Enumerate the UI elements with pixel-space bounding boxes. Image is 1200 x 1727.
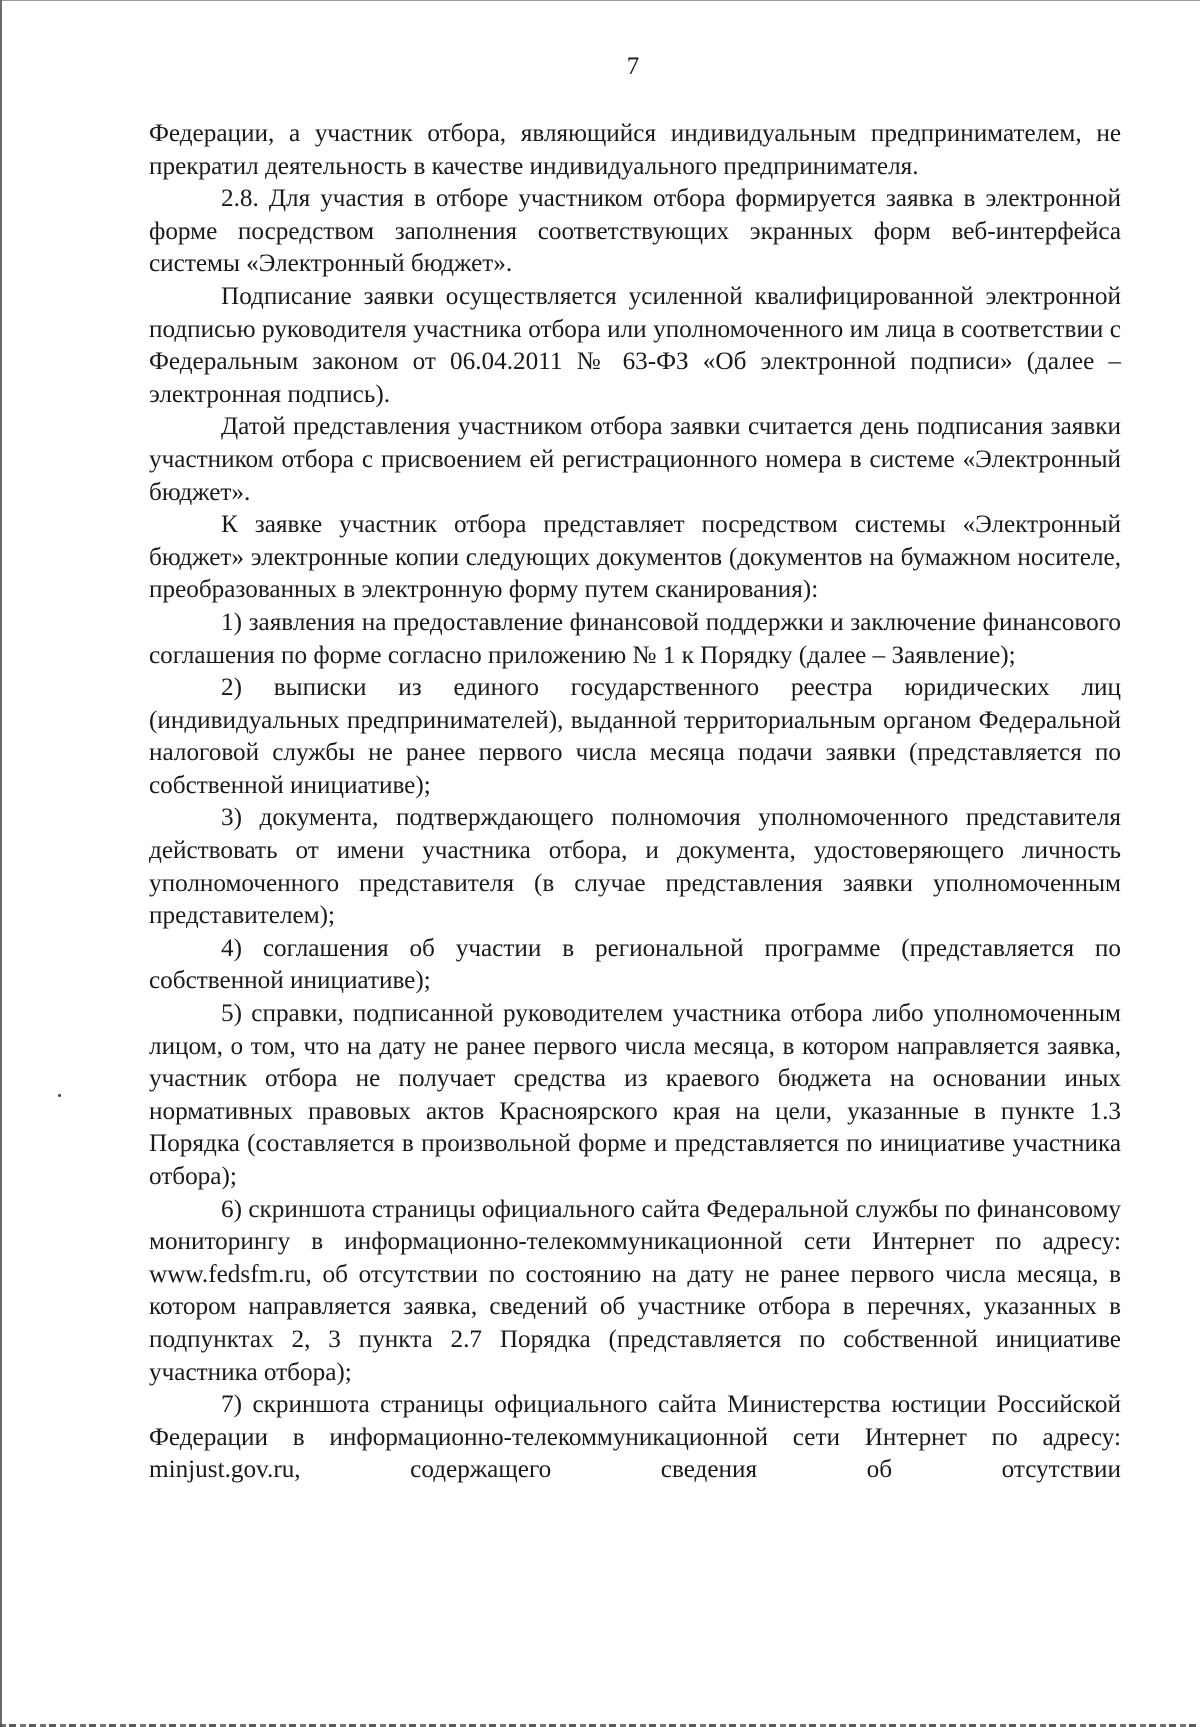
- paragraph-2-8: 2.8. Для участия в отборе участником отбора формируется заявка в электронной форме посредством заполнения соответствующих экранных форм веб-интерфейса системы «Электронный бюджет».: [149, 185, 1121, 278]
- paragraph-continuation: Федерации, а участник отбора, являющийся индивидуальным предпринимателем, не прекратил деятельность в качестве индивидуального предпринимателя.: [149, 120, 1121, 180]
- scan-speck: [58, 1094, 61, 1097]
- document-body: [149, 118, 1121, 1487]
- paragraph-signing: Подписание заявки осуществляется усиленной квалифицированной электронной подписью руководителя участника отбора или уполномоченного им лица в соответствии с Федеральным законом от 06.04.2011 № 63-ФЗ «Об электронной подписи» (далее – электронная подпись).: [149, 282, 1121, 408]
- paragraph-documents-intro: К заявке участник отбора представляет посредством системы «Электронный бюджет» электронные копии следующих документов (документов на бумажном носителе, преобразованных в электронную форму путем сканирования):: [149, 511, 1121, 604]
- list-item-4: 4) соглашения об участии в региональной программе (представляется по собственной инициативе);: [149, 934, 1121, 995]
- list-item-7: 7) скриншота страницы официального сайта Министерства юстиции Российской Федерации в информационно-телекоммуникационной сети Интернет по адресу: minjust.gov.ru, содержащего сведения об отсутствии: [149, 1391, 1121, 1484]
- scan-edge-left: [0, 0, 2, 1727]
- list-item-5: 5) справки, подписанной руководителем участника отбора либо уполномоченным лицом, о том, что на дату не ранее первого числа месяца, в котором направляется заявка, участник отбора не получает средства из краевого бюджета на основании иных нормативных правовых актов Красноярского края на цели, указанные в пункте 1.3 Порядка (составляется в произвольной форме и представляется по инициативе участника отбора);: [149, 1000, 1121, 1190]
- scan-edge-top: [0, 0, 1200, 1]
- list-item-3: 3) документа, подтверждающего полномочия уполномоченного представителя действовать от имени участника отбора, и документа, удостоверяющего личность уполномоченного представителя (в случае представления заявки уполномоченным представителем);: [149, 804, 1121, 930]
- list-item-1: 1) заявления на предоставление финансовой поддержки и заключение финансового соглашения по форме согласно приложению № 1 к Порядку (далее – Заявление);: [149, 608, 1121, 669]
- list-item-6: 6) скриншота страницы официального сайта Федеральной службы по финансовому мониторингу в информационно-телекоммуникационной сети Интернет по адресу: www.fedsfm.ru, об отсутствии по состоянию на дату не ранее первого числа месяца, в котором направляется заявка, сведений об участнике отбора в перечнях, указанных в подпунктах 2, 3 пункта 2.7 Порядка (представляется по собственной инициативе участника отбора);: [149, 1195, 1121, 1386]
- list-item-2: 2) выписки из единого государственного реестра юридических лиц (индивидуальных предпринимателей), выданной территориальным органом Федеральной налоговой службы не ранее первого числа месяца подачи заявки (представляется по собственной инициативе);: [149, 674, 1121, 799]
- paragraph-submission-date: Датой представления участником отбора заявки считается день подписания заявки участником отбора с присвоением ей регистрационного номера в системе «Электронный бюджет».: [149, 413, 1121, 506]
- page-number: 7: [626, 53, 640, 80]
